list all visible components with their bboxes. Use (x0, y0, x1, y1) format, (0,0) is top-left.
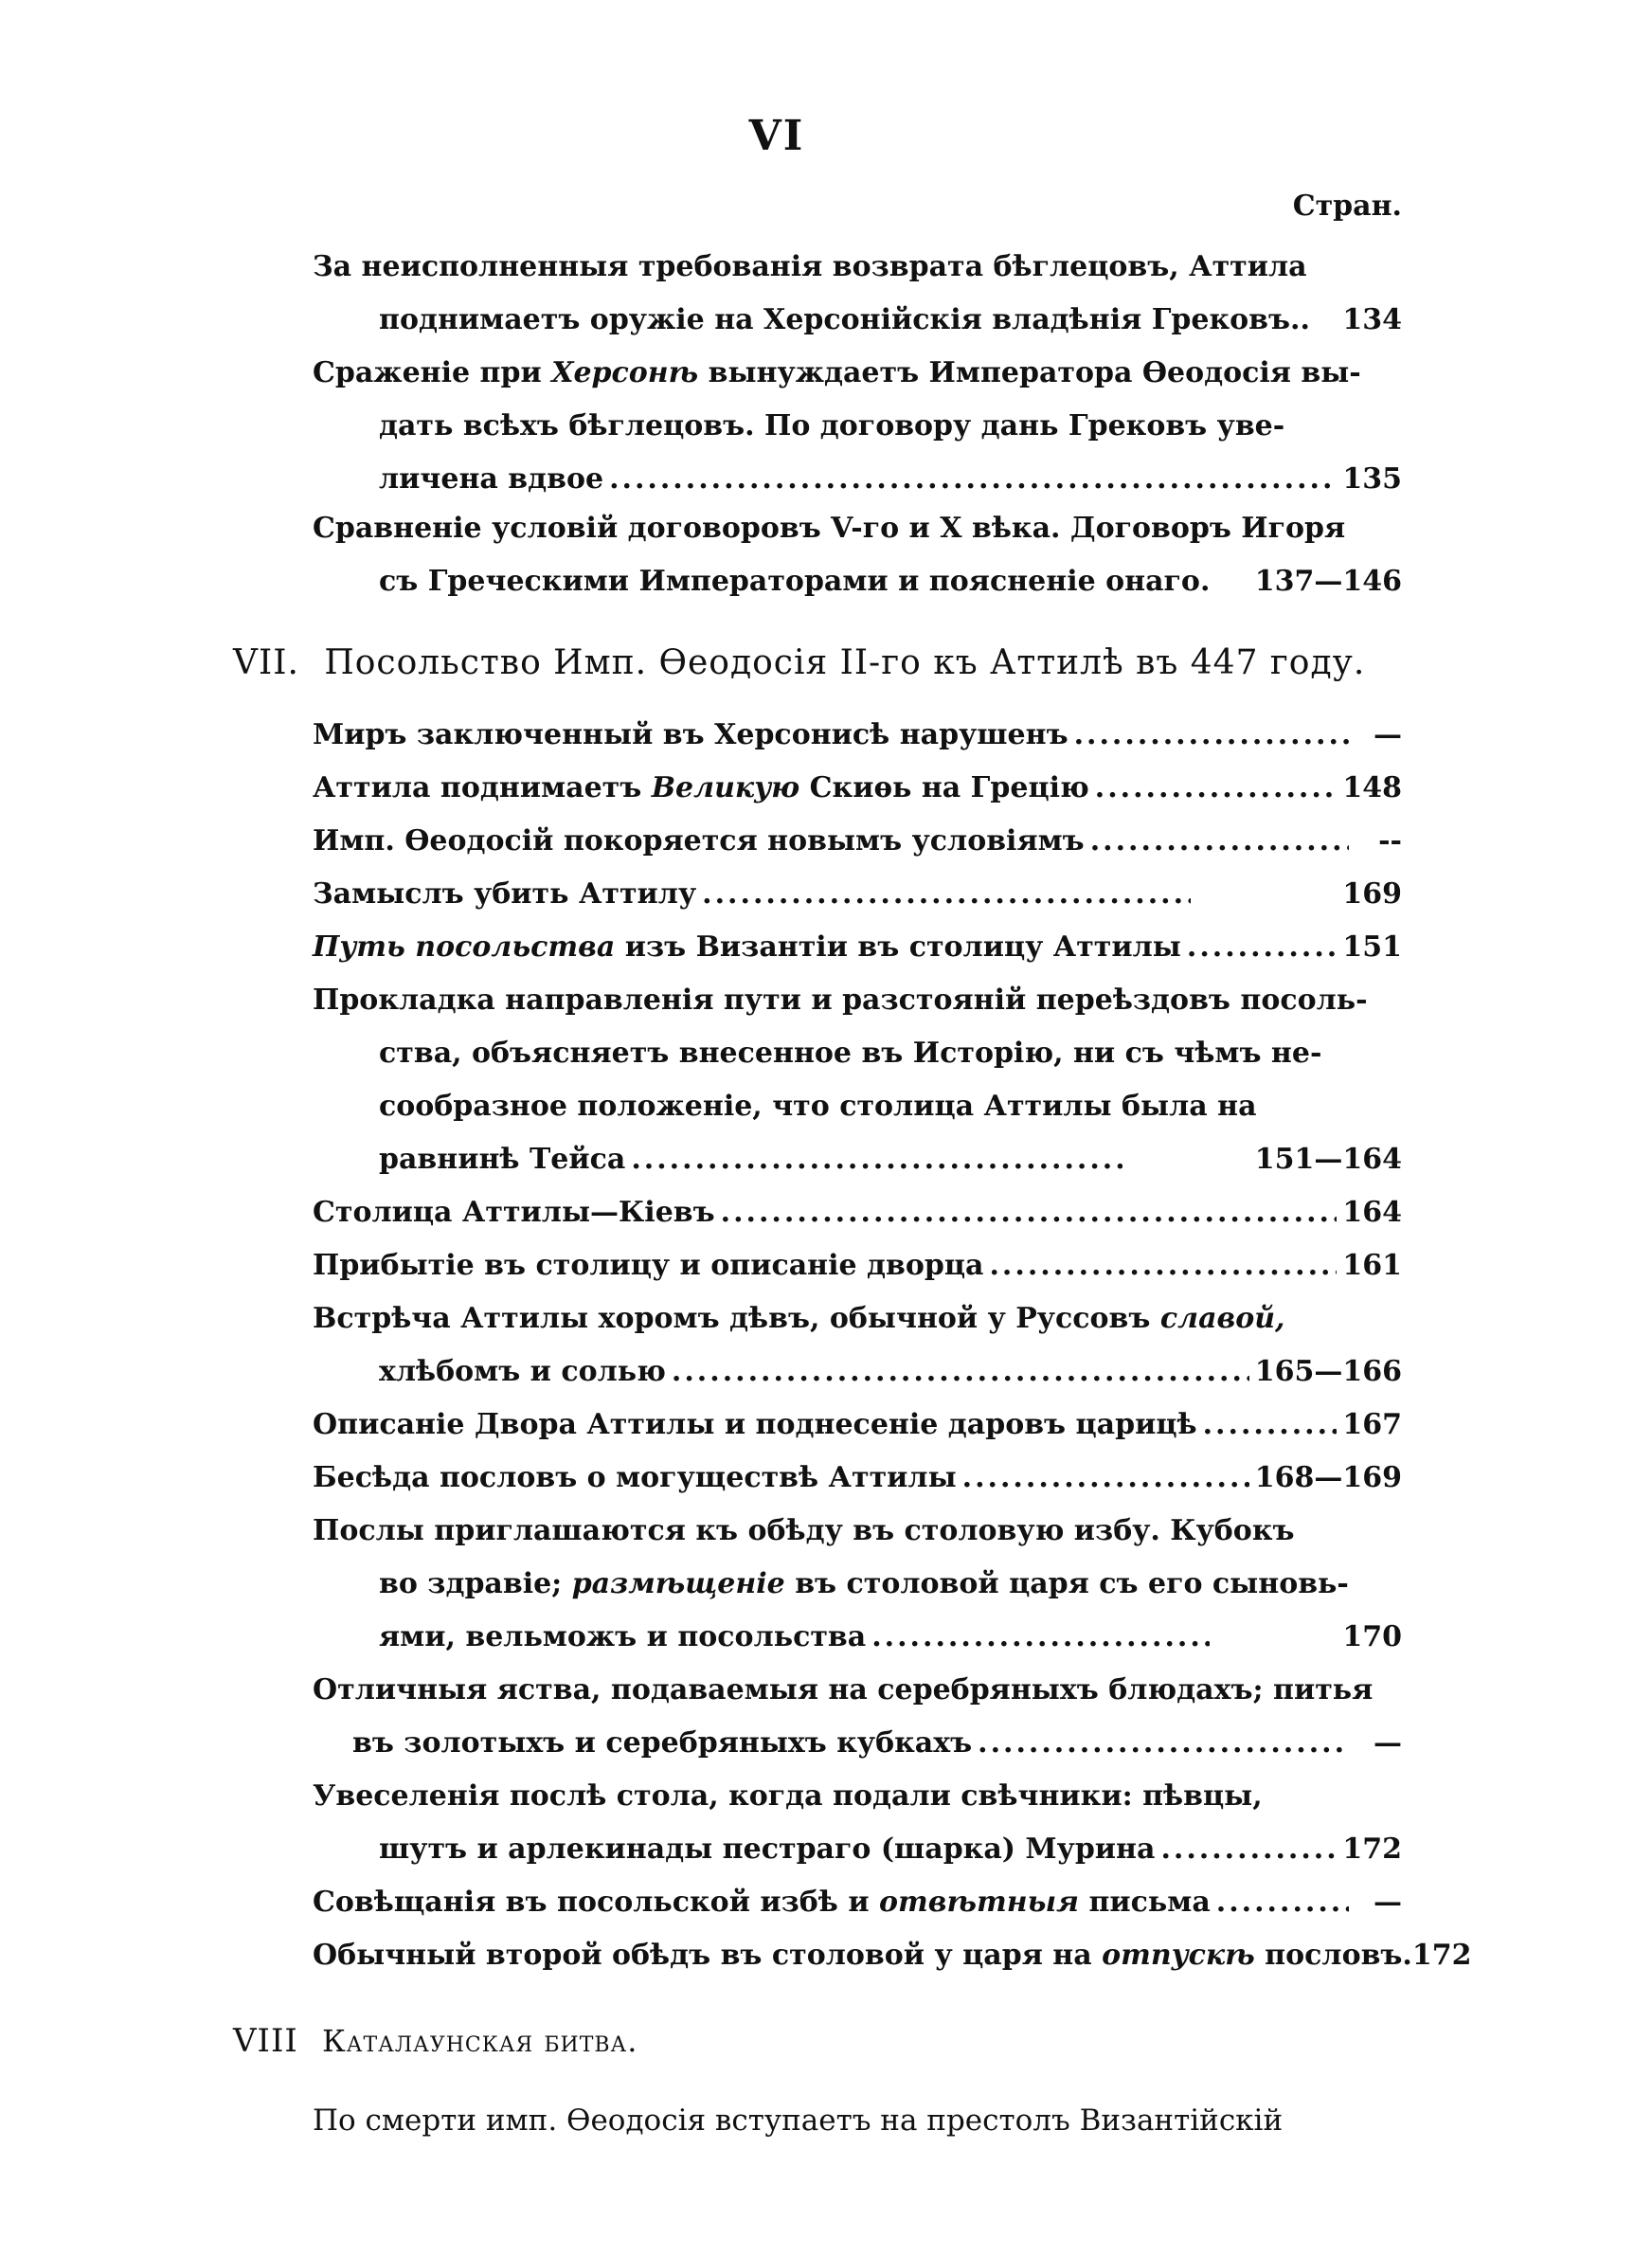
page-ref: 164 (1342, 1196, 1402, 1229)
toc-entry: За неисполненныя требованія возврата бѣглецовъ, Аттила поднимаетъ оружіе на Херсонійскія владѣнія Грековъ.. 134 (313, 241, 1402, 347)
toc-list (313, 709, 1472, 1982)
page-ref: 172 (1411, 1939, 1472, 1972)
dot-leader (1160, 1823, 1337, 1876)
toc-entry: Путь посольства изъ Византіи въ столицу Аттилы ..... 151 (313, 921, 1402, 974)
toc-entry: Совѣщанія въ посольской избѣ и отвѣтныя письма ..... — (313, 1876, 1402, 1929)
page-ref: — (1374, 1886, 1402, 1919)
page-ref: 172 (1342, 1833, 1402, 1866)
toc-entry: Отличныя яства, подаваемыя на серебряныхъ блюдахъ; питья въ золотыхъ и серебряныхъ кубкахъ ..... — (313, 1664, 1402, 1770)
dot-leader (1187, 921, 1338, 974)
dot-leader (1074, 709, 1349, 762)
page-number: VI (748, 112, 805, 160)
column-header-pages: Стран. (1292, 190, 1402, 223)
toc-entry: Прибытіе въ столицу и описаніе дворца ..... 161 (313, 1239, 1402, 1292)
page-ref: 170 (1342, 1620, 1402, 1653)
section-number: VII. (233, 643, 299, 682)
toc-entry: Сравненіе условій договоровъ V-го и X вѣка. Договоръ Игоря съ Греческими Императорами и поясненіе онаго. 137—146 (313, 502, 1402, 608)
page-ref: 137—146 (1254, 565, 1402, 598)
dot-leader (1095, 762, 1338, 815)
page-ref: 151—164 (1254, 1143, 1402, 1176)
section-heading (233, 2011, 637, 2071)
toc-entry: Прокладка направленія пути и разстояній переѣздовъ посоль- ства, объясняетъ внесенное въ Исторію, ни съ чѣмъ не- сообразное положеніе, что столица Аттилы была на равнинѣ Тейса ..... 151—164 (313, 974, 1402, 1186)
toc-entry: Замыслъ убить Аттилу ..... 169 (313, 868, 1402, 921)
section-title: Посольство Имп. Ѳеодосія II-го къ Аттилѣ въ 447 году. (324, 643, 1366, 682)
section-number: VIII (233, 2022, 298, 2060)
page-ref: 167 (1342, 1408, 1402, 1441)
dot-leader (1216, 1876, 1349, 1929)
dot-leader (631, 1133, 1122, 1186)
page-ref: 169 (1342, 877, 1402, 911)
page-ref: 151 (1342, 930, 1402, 964)
page-ref: 148 (1342, 771, 1402, 804)
toc-entry: Столица Аттилы—Кіевъ ..... 164 (313, 1186, 1402, 1239)
toc-entry: Сраженіе при Херсонѣ вынуждаетъ Императора Ѳеодосія вы- дать всѣхъ бѣглецовъ. По договору дань Грековъ уве- личена вдвое ..... 135 (313, 347, 1402, 506)
dot-leader (609, 453, 1337, 506)
page-ref: 165—166 (1254, 1355, 1402, 1388)
section-title: Каталаунская битва. (322, 2023, 638, 2059)
dot-leader (978, 1717, 1349, 1770)
page-ref: 168—169 (1254, 1461, 1402, 1494)
toc-entry: Описаніе Двора Аттилы и поднесеніе даровъ царицѣ ..... 167 (313, 1399, 1402, 1452)
toc-entry: Имп. Ѳеодосій покоряется новымъ условіямъ ..... -- (313, 815, 1402, 868)
dot-leader (1090, 815, 1349, 868)
dot-leader (989, 1239, 1337, 1292)
page-ref: 135 (1342, 462, 1402, 496)
toc-entry: Обычный второй обѣдъ въ столовой у царя на отпускѣ пословъ. 172 (313, 1929, 1402, 1982)
toc-entry: Послы приглашаются къ обѣду въ столовую избу. Кубокъ во здравіе; размѣщеніе въ столовой царя съ его сыновь- ями, вельможъ и посольства ..... 170 (313, 1505, 1402, 1664)
page-ref: 134 (1342, 303, 1402, 336)
toc-entry: Аттила поднимаетъ Великую Скиѳь на Грецію ..... 148 (313, 762, 1402, 815)
page-ref: -- (1378, 824, 1402, 858)
page-ref: — (1374, 1726, 1402, 1760)
toc-entry: По смерти имп. Ѳеодосія вступаетъ на престолъ Византійскій (313, 2104, 1284, 2138)
page-ref: 161 (1342, 1249, 1402, 1282)
dot-leader (962, 1452, 1249, 1505)
toc-entry: Миръ заключенный въ Херсонисѣ нарушенъ ..... — (313, 709, 1402, 762)
dot-leader (1203, 1399, 1338, 1452)
toc-entry: Бесѣда пословъ о могуществѣ Аттилы ..... 168—169 (313, 1452, 1402, 1505)
toc-entry: Увеселенія послѣ стола, когда подали свѣчники: пѣвцы, шутъ и арлекинады пестраго (шарка) Мурина ..... 172 (313, 1770, 1402, 1876)
dot-leader (721, 1186, 1338, 1239)
dot-leader (702, 868, 1191, 921)
page-ref: — (1374, 718, 1402, 751)
toc-entry: Встрѣча Аттилы хоромъ дѣвъ, обычной у Руссовъ славой, хлѣбомъ и солью ..... 165—166 (313, 1292, 1402, 1399)
dot-leader (871, 1611, 1210, 1664)
section-heading (233, 633, 1365, 694)
dot-leader (672, 1345, 1249, 1399)
